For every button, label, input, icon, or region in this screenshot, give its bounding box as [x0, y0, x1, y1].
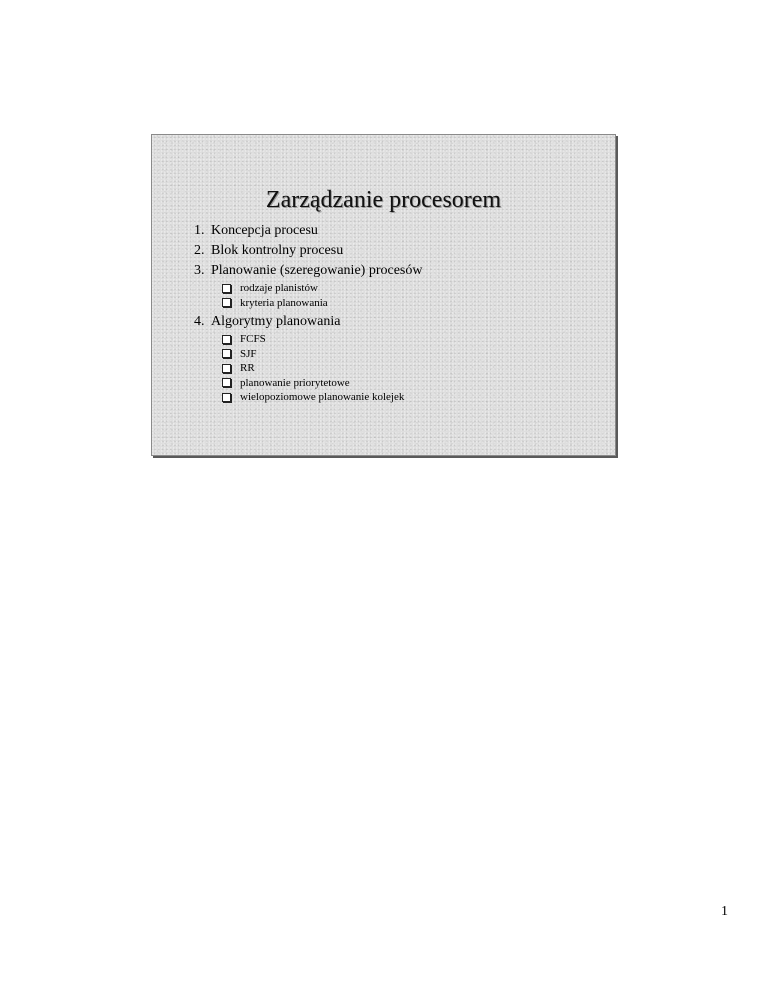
sub-list — [222, 281, 422, 310]
sub-list — [222, 332, 422, 405]
outline-item — [194, 221, 422, 241]
item-label: Algorytmy planowania — [211, 314, 341, 329]
sub-list-item — [222, 376, 422, 391]
checkbox-bullet-icon — [222, 378, 231, 387]
outline-item — [194, 261, 422, 281]
item-label: Blok kontrolny procesu — [211, 243, 344, 258]
item-label: Planowanie (szeregowanie) procesów — [211, 263, 423, 278]
sub-list-container — [194, 281, 422, 310]
sub-list-item — [222, 296, 422, 311]
sub-item-label: SJF — [240, 347, 257, 360]
item-number: 1. — [194, 223, 205, 238]
outline-list — [194, 221, 422, 407]
item-number: 3. — [194, 263, 205, 278]
checkbox-bullet-icon — [222, 349, 231, 358]
sub-list-item — [222, 390, 422, 405]
outline-item — [194, 241, 422, 261]
sub-item-label: kryteria planowania — [240, 296, 328, 309]
sub-item-label: FCFS — [240, 333, 266, 345]
checkbox-bullet-icon — [222, 393, 231, 402]
slide-title: Zarządzanie procesorem — [265, 187, 502, 213]
sub-item-label: planowanie priorytetowe — [240, 376, 350, 389]
sub-list-item — [222, 361, 422, 376]
sub-item-label: rodzaje planistów — [240, 282, 318, 294]
sub-list-item — [222, 347, 422, 362]
item-number: 4. — [194, 314, 205, 329]
sub-item-label: RR — [240, 362, 255, 374]
item-number: 2. — [194, 243, 205, 258]
checkbox-bullet-icon — [222, 298, 231, 307]
slide — [151, 134, 616, 456]
sub-list-container — [194, 332, 422, 405]
checkbox-bullet-icon — [222, 364, 231, 373]
sub-list-item — [222, 332, 422, 347]
page-number: 1 — [721, 904, 728, 919]
checkbox-bullet-icon — [222, 335, 231, 344]
outline-item — [194, 312, 422, 332]
item-label: Koncepcja procesu — [211, 223, 318, 238]
sub-item-label: wielopoziomowe planowanie kolejek — [240, 391, 405, 403]
sub-list-item — [222, 281, 422, 296]
checkbox-bullet-icon — [222, 284, 231, 293]
